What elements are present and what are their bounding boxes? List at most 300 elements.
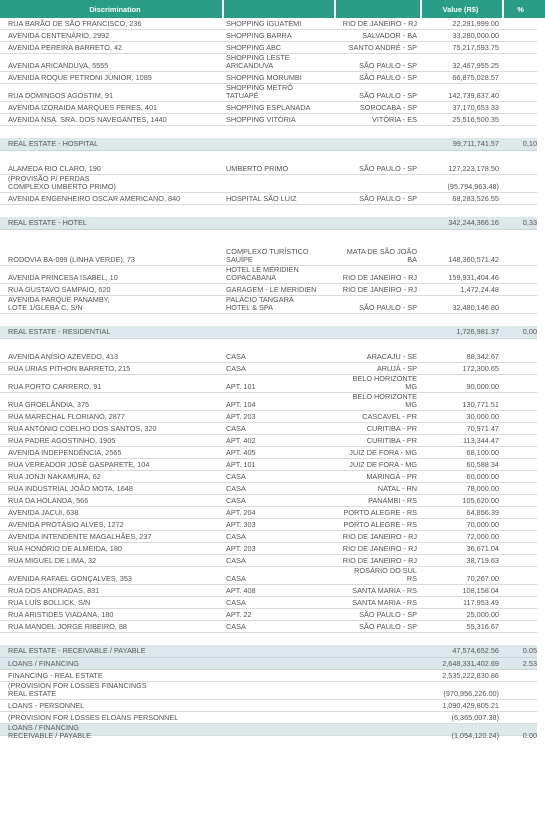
location-cell	[336, 724, 420, 741]
discrimination-cell	[0, 230, 222, 242]
location-cell: MARINGÁ - PR	[366, 472, 417, 481]
value-cell: 47,574,652.56	[452, 646, 499, 655]
value-cell: 342,244,366.16	[448, 218, 499, 227]
value-cell	[422, 126, 502, 138]
percent-cell	[504, 205, 545, 217]
percent-cell	[504, 621, 545, 632]
table-header	[0, 0, 537, 18]
location-cell	[336, 700, 420, 711]
percent-cell	[504, 459, 545, 470]
discrimination-cell: RUA ARISTIDES VIADANA, 180	[8, 610, 114, 619]
percent-cell	[504, 314, 545, 326]
value-cell: 22,291,999.00	[452, 19, 499, 28]
percent-cell	[504, 54, 545, 71]
discrimination-cell: RUA VEREADOR JOSÉ GASPARETE, 104	[8, 460, 150, 469]
location-cell: ROSÁRIO DO SUL RS	[354, 566, 417, 583]
discrimination-cell: RUA DA HOLANDA, 566	[8, 496, 89, 505]
value-cell: 148,360,571.42	[448, 255, 499, 264]
header-blank-type	[224, 0, 334, 18]
value-cell: 105,620.00	[462, 496, 499, 505]
location-cell	[336, 314, 420, 326]
percent-cell	[504, 114, 545, 125]
percent-cell	[504, 175, 545, 192]
value-cell: 70,971.47	[466, 424, 499, 433]
value-cell: 68,100.00	[466, 448, 499, 457]
value-cell: 99,711,741.57	[452, 139, 499, 148]
table-row	[0, 471, 537, 483]
table-row	[0, 543, 537, 555]
value-cell: (1,054,120.24)	[451, 731, 499, 740]
percent-cell	[504, 531, 545, 542]
value-cell: 55,316.67	[466, 622, 499, 631]
spacer-row	[0, 205, 537, 217]
percent-cell	[504, 483, 545, 494]
location-cell: CASCAVEL - PR	[362, 412, 417, 421]
type-cell	[224, 175, 334, 192]
percent-cell: 0.05	[522, 646, 537, 655]
value-cell: 25,516,500.35	[452, 115, 499, 124]
value-cell: 159,931,404.46	[448, 273, 499, 282]
table-row	[0, 351, 537, 363]
type-cell	[224, 314, 334, 326]
discrimination-cell: RUA BARÃO DE SÃO FRANCISCO, 236	[8, 19, 142, 28]
discrimination-cell	[0, 151, 222, 163]
percent-cell	[504, 351, 545, 362]
table-row	[0, 495, 537, 507]
location-cell: SÃO PAULO - SP	[359, 164, 417, 173]
section-row	[0, 658, 537, 670]
value-cell: 78,000.00	[466, 484, 499, 493]
table-row	[0, 435, 537, 447]
value-cell: 68,283,526.55	[452, 194, 499, 203]
discrimination-cell	[0, 633, 222, 645]
percent-cell	[504, 670, 545, 681]
discrimination-cell: RUA ANTONIO COELHO DOS SANTOS, 320	[8, 424, 157, 433]
table-row	[0, 375, 537, 393]
value-cell: 1,726,981.37	[456, 327, 499, 336]
percent-cell	[504, 375, 545, 392]
percent-cell	[504, 435, 545, 446]
percent-cell	[504, 507, 545, 518]
discrimination-cell: RUA DOMINGOS AGOSTIM, 91	[8, 91, 114, 100]
type-cell: CASA	[226, 352, 246, 361]
table-row	[0, 102, 537, 114]
discrimination-cell: AVENIDA INTENDENTE MAGALHÃES, 237	[8, 532, 152, 541]
type-cell: PALÁCIO TANGARÁ HOTEL & SPA	[226, 295, 294, 312]
percent-cell	[504, 84, 545, 101]
discrimination-cell: AVENIDA PEREIRA BARRETO, 42	[8, 43, 123, 52]
location-cell: SÃO PAULO - SP	[359, 610, 417, 619]
type-cell: UMBERTO PRIMO	[226, 164, 289, 173]
value-cell	[422, 633, 502, 645]
table-row	[0, 507, 537, 519]
discrimination-cell: RUA GUSTAVO SAMPAIO, 620	[8, 285, 111, 294]
discrimination-cell: REAL ESTATE - HOSPITAL	[8, 139, 99, 148]
type-cell: COMPLEXO TURÍSTICO SAUÍPE	[226, 247, 309, 264]
location-cell: SOROCABA - SP	[359, 103, 417, 112]
table-row	[0, 621, 537, 633]
type-cell: APT. 22	[226, 610, 252, 619]
spacer-row	[0, 151, 537, 163]
table-row	[0, 423, 537, 435]
table-row	[0, 483, 537, 495]
table-row	[0, 242, 537, 266]
value-cell: 1,472,24.48	[460, 285, 499, 294]
discrimination-cell: RUA LUÍS BOLLICK, S/N	[8, 598, 91, 607]
discrimination-cell: AVENIDA ANÍSIO AZEVEDO, 413	[8, 352, 119, 361]
type-cell	[224, 712, 334, 723]
value-cell: 172,300.65	[462, 364, 499, 373]
value-cell: 70,000.00	[466, 520, 499, 529]
value-cell: (95,794,963.48)	[447, 182, 499, 191]
spacer-row	[0, 230, 537, 242]
type-cell: APT. 303	[226, 520, 256, 529]
table-row	[0, 54, 537, 72]
discrimination-cell: RUA PADRE AGOSTINHO, 1905	[8, 436, 116, 445]
discrimination-cell: RUA GROELÂNDIA, 375	[8, 400, 90, 409]
type-cell	[224, 724, 334, 741]
discrimination-cell: AVENIDA NSA. SRA. DOS NAVEGANTES, 1440	[8, 115, 167, 124]
value-cell: 32,480,146.80	[452, 303, 499, 312]
discrimination-cell: (PROVISÃO P/ PERDAS COMPLEXO UMBERTO PRIMO)	[8, 174, 116, 191]
discrimination-cell: REAL ESTATE - RESIDENTIAL	[8, 327, 111, 336]
value-cell: 142,739,837.40	[448, 91, 499, 100]
value-cell: 108,158.04	[462, 586, 499, 595]
type-cell: CASA	[226, 424, 246, 433]
table-row	[0, 84, 537, 102]
percent-cell	[504, 519, 545, 530]
section-row	[0, 326, 537, 339]
type-cell: CASA	[226, 574, 246, 583]
type-cell	[224, 151, 334, 163]
type-cell	[224, 645, 334, 657]
discrimination-cell: RUA JONJI NAKAMURA, 62	[8, 472, 101, 481]
percent-cell	[504, 585, 545, 596]
percent-cell	[504, 266, 545, 283]
type-cell	[224, 138, 334, 150]
value-cell: 72,000.00	[466, 532, 499, 541]
discrimination-cell: REAL ESTATE - RECEIVABLE / PAYABLE	[8, 646, 146, 655]
location-cell: RIO DE JANEIRO - RJ	[342, 556, 417, 565]
table-row	[0, 700, 537, 712]
location-cell	[336, 633, 420, 645]
type-cell: APT. 101	[226, 382, 256, 391]
percent-cell	[504, 423, 545, 434]
location-cell: SANTO ANDRÉ - SP	[348, 43, 417, 52]
value-cell: 2,535,222,830.86	[442, 671, 499, 680]
percent-cell	[504, 72, 545, 83]
spacer-row	[0, 126, 537, 138]
location-cell: RIO DE JANEIRO - RJ	[342, 285, 417, 294]
type-cell: HOTEL LE MERIDIEN COPACABANA	[226, 265, 299, 282]
type-cell	[224, 633, 334, 645]
value-cell: 36,671.04	[466, 544, 499, 553]
location-cell: CURITIBA - PR	[366, 436, 417, 445]
location-cell: SÃO PAULO - SP	[359, 61, 417, 70]
value-cell: 88,342.67	[466, 352, 499, 361]
value-cell: 127,223,178.50	[448, 164, 499, 173]
discrimination-cell: AVENIDA PRINCESA ISABEL, 10	[8, 273, 118, 282]
table-row	[0, 175, 537, 193]
percent-cell	[504, 126, 545, 138]
location-cell: PORTO ALEGRE - RS	[343, 520, 417, 529]
discrimination-cell: AVENIDA INDEPENDÊNCIA, 2565	[8, 448, 122, 457]
location-cell	[336, 670, 420, 681]
percent-cell	[504, 230, 545, 242]
section-row	[0, 645, 537, 658]
value-cell: 130,771.51	[462, 400, 499, 409]
discrimination-cell	[0, 339, 222, 351]
percent-cell: 0,00	[522, 327, 537, 336]
percent-cell	[504, 700, 545, 711]
type-cell: APT. 408	[226, 586, 256, 595]
percent-cell: 0.00	[522, 731, 537, 740]
discrimination-cell: RUA PORTO CARRERO, 91	[8, 382, 102, 391]
percent-cell	[504, 363, 545, 374]
percent-cell: 0,33	[522, 218, 537, 227]
type-cell	[224, 658, 334, 669]
table-row	[0, 114, 537, 126]
location-cell: RIO DE JANEIRO - RJ	[342, 544, 417, 553]
type-cell: APT. 203	[226, 544, 256, 553]
type-cell: CASA	[226, 532, 246, 541]
percent-cell: 0,10	[522, 139, 537, 148]
table-row	[0, 296, 537, 314]
discrimination-cell: RUA URIAS PITHON BARRETO, 215	[8, 364, 131, 373]
location-cell	[336, 205, 420, 217]
percent-cell: 2.53	[522, 658, 537, 668]
discrimination-cell: LOANS - PERSONNEL	[8, 701, 85, 710]
discrimination-cell	[0, 314, 222, 326]
value-cell: 66,875,028.57	[452, 73, 499, 82]
location-cell	[336, 138, 420, 150]
table-row	[0, 531, 537, 543]
location-cell: SANTA MARIA - RS	[352, 598, 417, 607]
header-discrimination: Discrimination	[0, 0, 222, 18]
location-cell	[336, 339, 420, 351]
value-cell: 33,280,000.00	[452, 31, 499, 40]
spacer-row	[0, 314, 537, 326]
value-cell: 60,000.00	[466, 472, 499, 481]
discrimination-cell: AVENIDA PARQUE PANAMBY, LOTE 1/GLEBA C, S/N	[8, 295, 110, 312]
type-cell: SHOPPING BARRA	[226, 31, 292, 40]
location-cell: PORTO ALEGRE - RS	[343, 508, 417, 517]
value-cell: 117,953.49	[463, 598, 499, 607]
percent-cell	[504, 163, 545, 174]
type-cell: CASA	[226, 598, 246, 607]
value-cell	[422, 151, 502, 163]
location-cell: CURITIBA - PR	[366, 424, 417, 433]
type-cell: CASA	[226, 472, 246, 481]
type-cell	[224, 126, 334, 138]
type-cell	[224, 682, 334, 699]
type-cell	[224, 339, 334, 351]
table-row	[0, 393, 537, 411]
location-cell: RIO DE JANEIRO - RJ	[342, 19, 417, 28]
discrimination-cell: AVENIDA RAFAEL GONÇALVES, 353	[8, 574, 132, 583]
percent-cell	[504, 284, 545, 295]
table-row	[0, 567, 537, 585]
section-row	[0, 138, 537, 151]
percent-cell	[504, 102, 545, 113]
type-cell: HOSPITAL SÃO LUIZ	[226, 194, 297, 203]
percent-cell	[504, 609, 545, 620]
percent-cell	[504, 471, 545, 482]
location-cell: JUIZ DE FORA - MG	[349, 460, 417, 469]
value-cell: (6,365,007.38)	[451, 713, 499, 722]
location-cell: SÃO PAULO - SP	[359, 303, 417, 312]
table-row	[0, 555, 537, 567]
percent-cell	[504, 495, 545, 506]
value-cell: 25,000.00	[466, 610, 499, 619]
location-cell: JUIZ DE FORA - MG	[349, 448, 417, 457]
percent-cell	[504, 447, 545, 458]
value-cell: 70,267.00	[466, 574, 499, 583]
value-cell: 75,217,593.75	[452, 43, 499, 52]
percent-cell	[504, 339, 545, 351]
location-cell: BELO HORIZONTE MG	[352, 392, 417, 409]
discrimination-cell: AVENIDA PROTÁSIO ALVES, 1272	[8, 520, 124, 529]
discrimination-cell: LOANS / FINANCING RECEIVABLE / PAYABLE	[8, 723, 92, 740]
discrimination-cell: AVENIDA CENTENÁRIO, 2992	[8, 31, 110, 40]
value-cell: 90,000.00	[466, 382, 499, 391]
discrimination-cell: AVENIDA ENGENHEIRO OSCAR AMERICANO, 840	[8, 194, 181, 203]
location-cell	[336, 645, 420, 657]
value-cell	[422, 230, 502, 242]
table-row	[0, 459, 537, 471]
type-cell: GARAGEM - LE MERIDIEN	[226, 285, 317, 294]
percent-cell	[504, 30, 545, 41]
type-cell: SHOPPING LESTE ARICANDUVA	[226, 53, 290, 70]
value-cell: 37,170,653.33	[452, 103, 499, 112]
percent-cell	[504, 543, 545, 554]
discrimination-cell: RUA MARECHAL FLORIANO, 2877	[8, 412, 125, 421]
table-row	[0, 682, 537, 700]
location-cell: ARUJÁ - SP	[376, 364, 417, 373]
value-cell: 60,588.34	[466, 460, 499, 469]
percent-cell	[504, 411, 545, 422]
percent-cell	[504, 242, 545, 265]
type-cell: SHOPPING ESPLANADA	[226, 103, 311, 112]
location-cell: SÃO PAULO - SP	[359, 194, 417, 203]
value-cell	[422, 339, 502, 351]
discrimination-cell	[0, 126, 222, 138]
table-row	[0, 30, 537, 42]
location-cell: SÃO PAULO - SP	[359, 73, 417, 82]
table-row	[0, 18, 537, 30]
discrimination-cell: RODOVIA BA-099 (LINHA VERDE), 73	[8, 255, 135, 264]
table-row	[0, 597, 537, 609]
location-cell	[336, 230, 420, 242]
discrimination-cell: ALAMEDA RIO CLARO, 190	[8, 164, 101, 173]
discrimination-cell: RUA HONÓRIO DE ALMEIDA, 180	[8, 544, 122, 553]
type-cell	[224, 205, 334, 217]
spacer-row	[0, 339, 537, 351]
location-cell	[336, 175, 420, 192]
type-cell	[224, 700, 334, 711]
table-row	[0, 266, 537, 284]
location-cell: RIO DE JANEIRO - RJ	[342, 273, 417, 282]
location-cell: RIO DE JANEIRO - RJ	[342, 532, 417, 541]
value-cell: 30,000.00	[466, 412, 499, 421]
discrimination-cell: RUA MIGUEL DE LIMA, 32	[8, 556, 97, 565]
location-cell	[336, 682, 420, 699]
discrimination-cell: RUA MANOEL JORGE RIBEIRO, 88	[8, 622, 127, 631]
location-cell: ARACAJU - SE	[366, 352, 417, 361]
value-cell: (970,956,226.00)	[443, 689, 499, 698]
percent-cell	[504, 597, 545, 608]
type-cell: APT. 402	[226, 436, 256, 445]
type-cell: SHOPPING METRÔ TATUAPÉ	[226, 83, 293, 100]
location-cell: BELO HORIZONTE MG	[352, 374, 417, 391]
type-cell: SHOPPING IGUATEMI	[226, 19, 302, 28]
percent-cell	[504, 18, 545, 29]
table-row	[0, 193, 537, 205]
type-cell	[224, 326, 334, 338]
type-cell: APT. 203	[226, 412, 256, 421]
discrimination-cell: RUA DOS ANDRADAS, 831	[8, 586, 100, 595]
type-cell: CASA	[226, 622, 246, 631]
location-cell	[336, 217, 420, 229]
type-cell: CASA	[226, 484, 246, 493]
header-value: Value (R$)	[422, 0, 502, 18]
location-cell: SÃO PAULO - SP	[359, 622, 417, 631]
table-body	[0, 18, 537, 740]
percent-cell	[504, 393, 545, 410]
table-row	[0, 712, 537, 724]
type-cell: APT. 104	[226, 400, 256, 409]
type-cell: APT. 101	[226, 460, 256, 469]
spacer-row	[0, 633, 537, 645]
value-cell: 38,719.63	[466, 556, 499, 565]
discrimination-cell: LOANS / FINANCING	[8, 658, 79, 668]
type-cell: CASA	[226, 364, 246, 373]
section-row	[0, 217, 537, 230]
location-cell: SALVADOR - BA	[362, 31, 417, 40]
header-percent: %	[504, 0, 545, 18]
discrimination-cell: (PROVISION FOR LOSSES ELOANS PERSONNEL	[8, 713, 179, 722]
table-row	[0, 363, 537, 375]
location-cell	[336, 151, 420, 163]
type-cell: SHOPPING ABC	[226, 43, 282, 52]
type-cell: APT. 204	[226, 508, 256, 517]
type-cell: CASA	[226, 556, 246, 565]
location-cell	[336, 658, 420, 669]
discrimination-cell: RUA INDUSTRIAL JOÃO MOTA, 1648	[8, 484, 133, 493]
location-cell	[336, 126, 420, 138]
table-row	[0, 723, 537, 740]
value-cell: 113,344.47	[463, 436, 499, 445]
percent-cell	[504, 151, 545, 163]
discrimination-cell: (PROVISION FOR LOSSES FINANCINGS REAL ESTATE	[8, 681, 147, 698]
location-cell	[336, 712, 420, 723]
value-cell: 32,467,955.25	[452, 61, 499, 70]
location-cell: SÃO PAULO - SP	[359, 91, 417, 100]
discrimination-cell: AVENIDA IZORAIDA MARQUES PERES, 401	[8, 103, 158, 112]
table-row	[0, 609, 537, 621]
percent-cell	[504, 42, 545, 53]
table-row	[0, 411, 537, 423]
percent-cell	[504, 193, 545, 204]
discrimination-cell: REAL ESTATE - HOTEL	[8, 218, 87, 227]
value-cell: 2,648,331,402.69	[442, 658, 499, 668]
discrimination-cell: AVENIDA ROQUE PETRONI JÚNIOR, 1089	[8, 73, 152, 82]
value-cell: 1,090,429,805.21	[442, 701, 499, 710]
percent-cell	[504, 567, 545, 584]
value-cell: 64,856.39	[466, 508, 499, 517]
location-cell: PANAMBI - RS	[368, 496, 417, 505]
percent-cell	[504, 296, 545, 313]
